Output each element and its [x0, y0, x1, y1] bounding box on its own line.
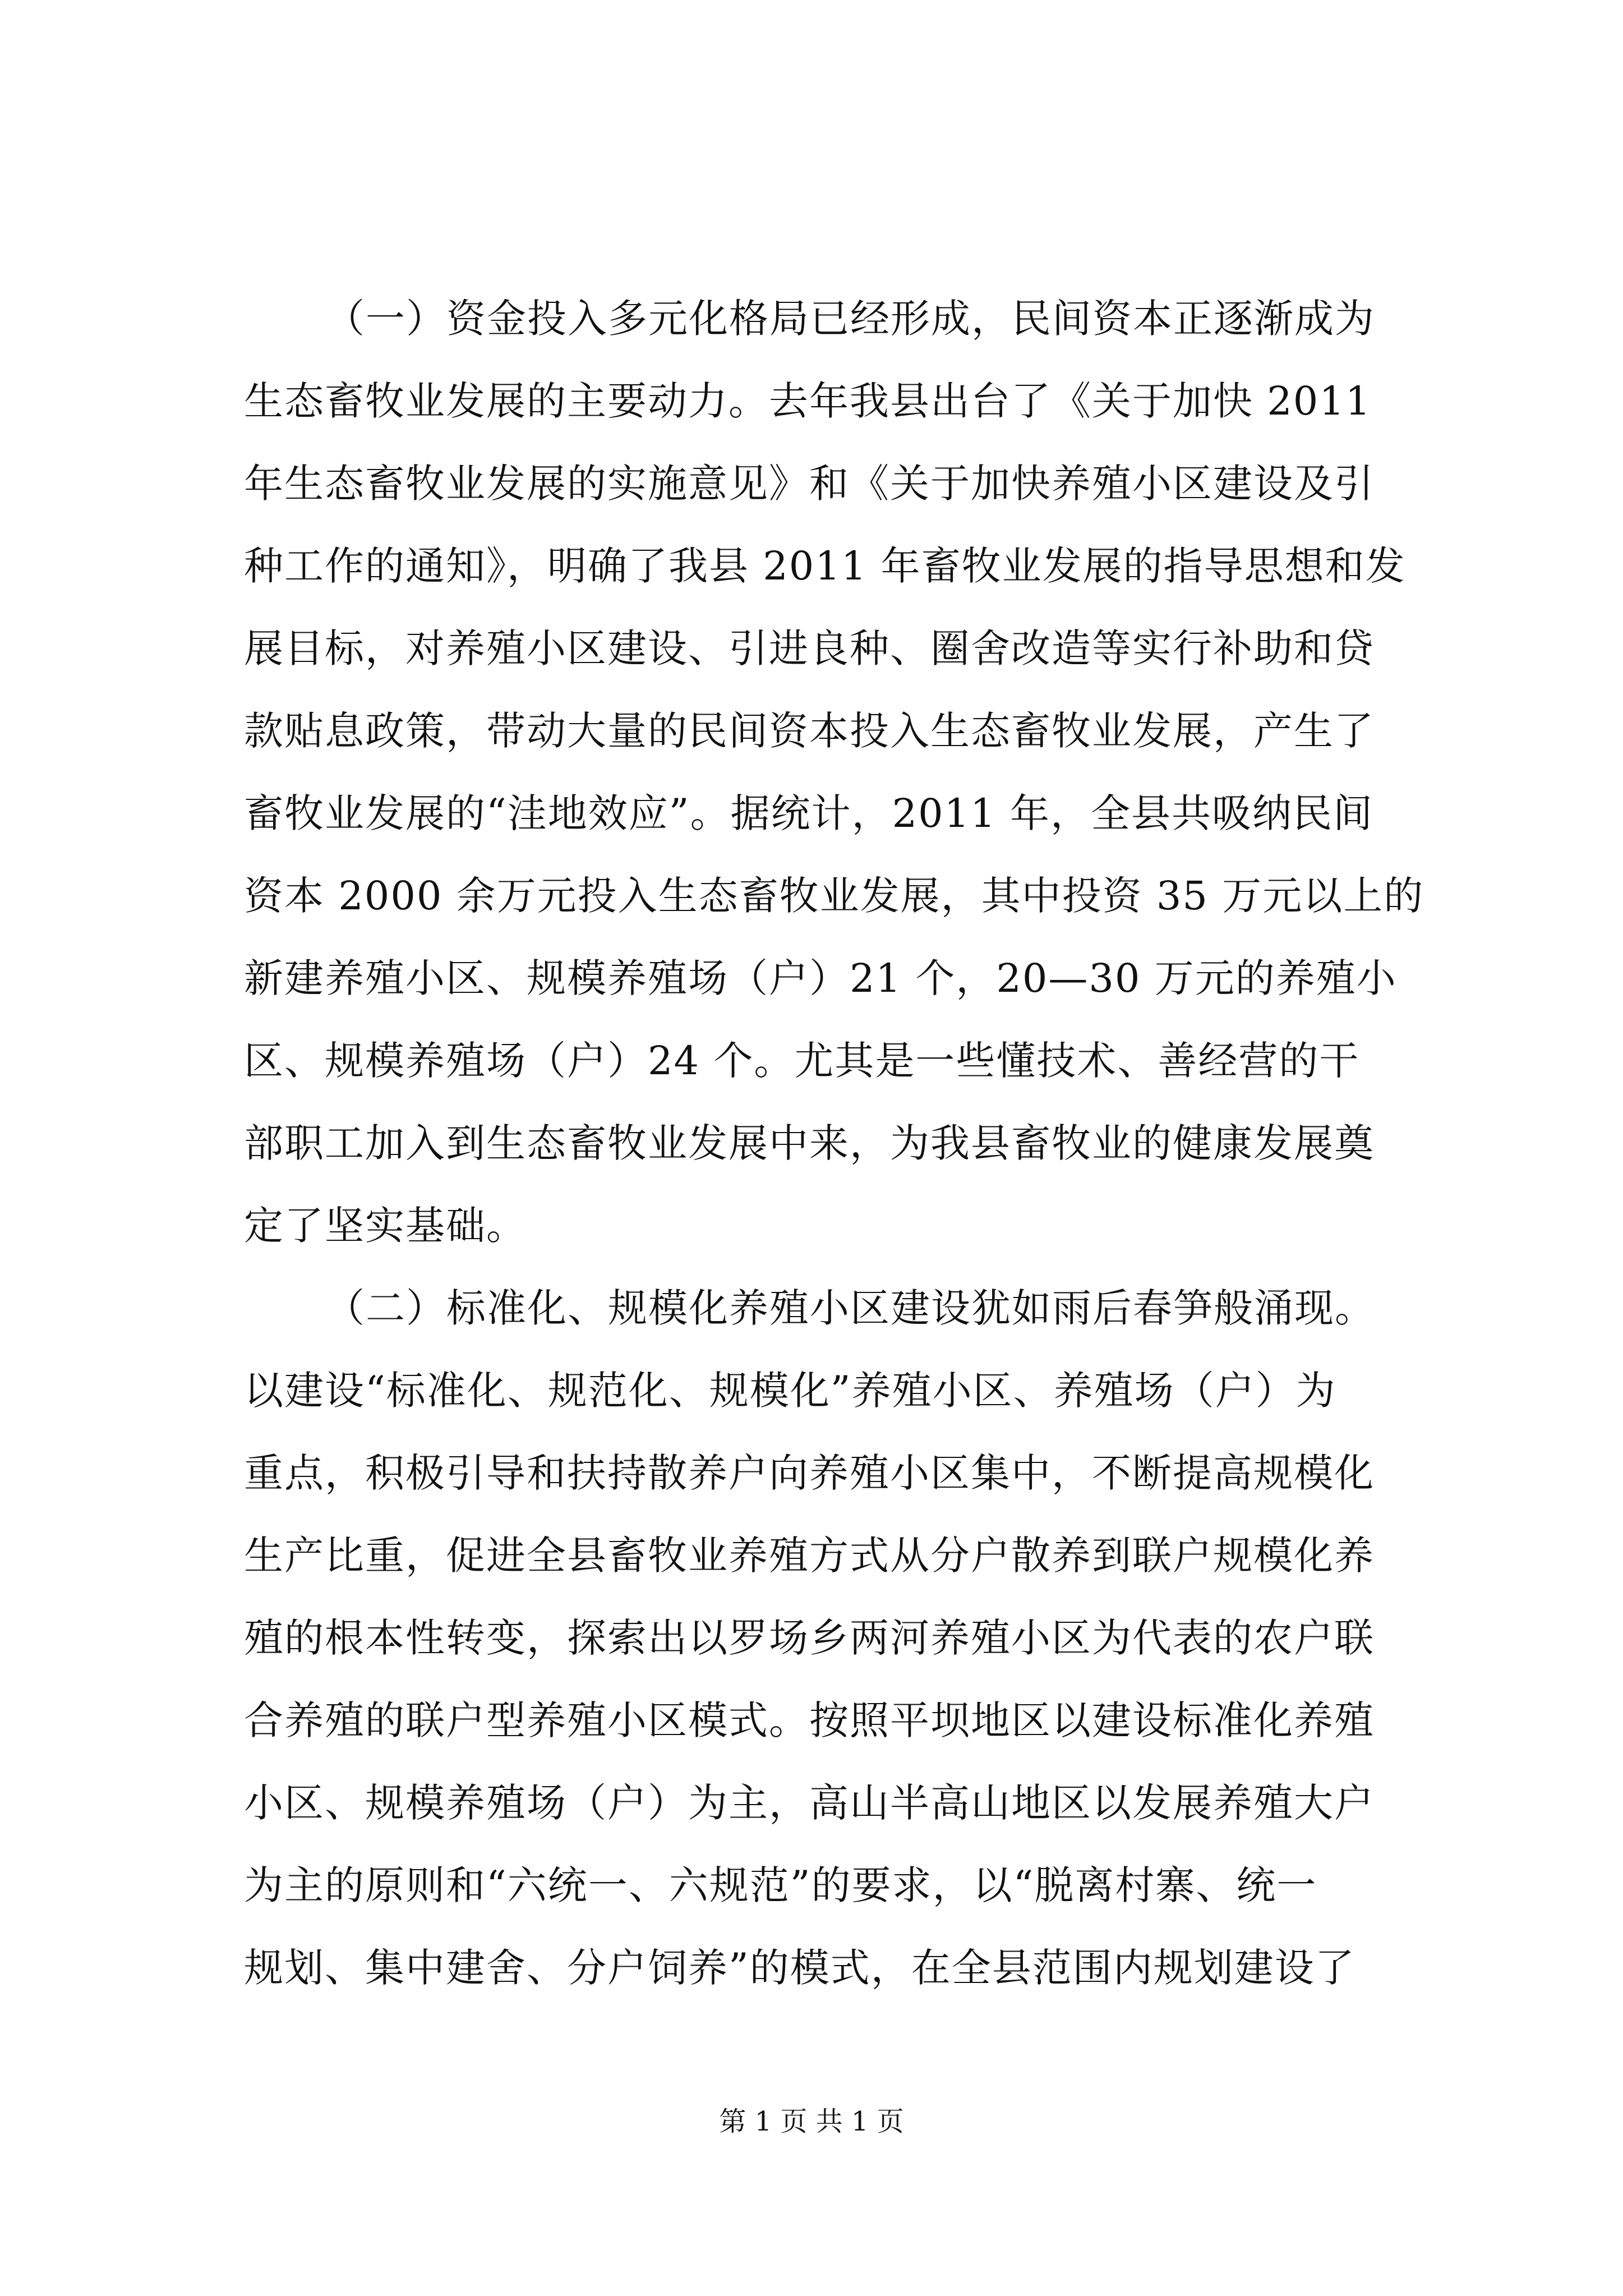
- paragraph-1-line-10: 区、规模养殖场（户）24 个。尤其是一些懂技术、善经营的干: [244, 1038, 1360, 1084]
- paragraph-1-line-4: 种工作的通知》，明确了我县 2011 年畜牧业发展的指导思想和发: [244, 543, 1406, 589]
- paragraph-1-line-7: 畜牧业发展的“洼地效应”。据统计，2011 年，全县共吸纳民间: [244, 790, 1373, 836]
- paragraph-2-line-7: 小区、规模养殖场（户）为主，高山半高山地区以发展养殖大户: [244, 1780, 1375, 1826]
- paragraph-2-line-5: 殖的根本性转变，探索出以罗场乡两河养殖小区为代表的农户联: [244, 1615, 1375, 1661]
- page-footer: 第 1 页 共 1 页: [719, 2106, 904, 2137]
- paragraph-2-line-2: 以建设“标准化、规范化、规模化”养殖小区、养殖场（户）为: [244, 1368, 1336, 1414]
- paragraph-2-line-4: 生产比重，促进全县畜牧业养殖方式从分户散养到联户规模化养: [244, 1533, 1375, 1579]
- paragraph-1-line-6: 款贴息政策，带动大量的民间资本投入生态畜牧业发展，产生了: [244, 708, 1375, 754]
- paragraph-2-line-9: 规划、集中建舍、分户饲养”的模式，在全县范围内规划建设了: [244, 1945, 1355, 1991]
- paragraph-1-line-9: 新建养殖小区、规模养殖场（户）21 个，20—30 万元的养殖小: [244, 955, 1397, 1001]
- paragraph-2-line-3: 重点，积极引导和扶持散养户向养殖小区集中，不断提高规模化: [244, 1450, 1375, 1496]
- paragraph-1-line-8: 资本 2000 余万元投入生态畜牧业发展，其中投资 35 万元以上的: [244, 873, 1424, 919]
- paragraph-2-line-1: （二）标准化、规模化养殖小区建设犹如雨后春笋般涌现。: [325, 1285, 1375, 1331]
- paragraph-1-line-2: 生态畜牧业发展的主要动力。去年我县出台了《关于加快 2011: [244, 378, 1372, 424]
- paragraph-1-line-3: 年生态畜牧业发展的实施意见》和《关于加快养殖小区建设及引: [244, 461, 1375, 507]
- paragraph-1-line-1: （一）资金投入多元化格局已经形成，民间资本正逐渐成为: [325, 296, 1375, 342]
- paragraph-1-line-11: 部职工加入到生态畜牧业发展中来，为我县畜牧业的健康发展奠: [244, 1120, 1375, 1166]
- paragraph-1-line-12: 定了坚实基础。: [244, 1203, 527, 1249]
- paragraph-2-line-8: 为主的原则和“六统一、六规范”的要求，以“脱离村寨、统一: [244, 1862, 1317, 1908]
- paragraph-1-line-5: 展目标，对养殖小区建设、引进良种、圈舍改造等实行补助和贷: [244, 625, 1375, 671]
- paragraph-2-line-6: 合养殖的联户型养殖小区模式。按照平坝地区以建设标准化养殖: [244, 1697, 1375, 1743]
